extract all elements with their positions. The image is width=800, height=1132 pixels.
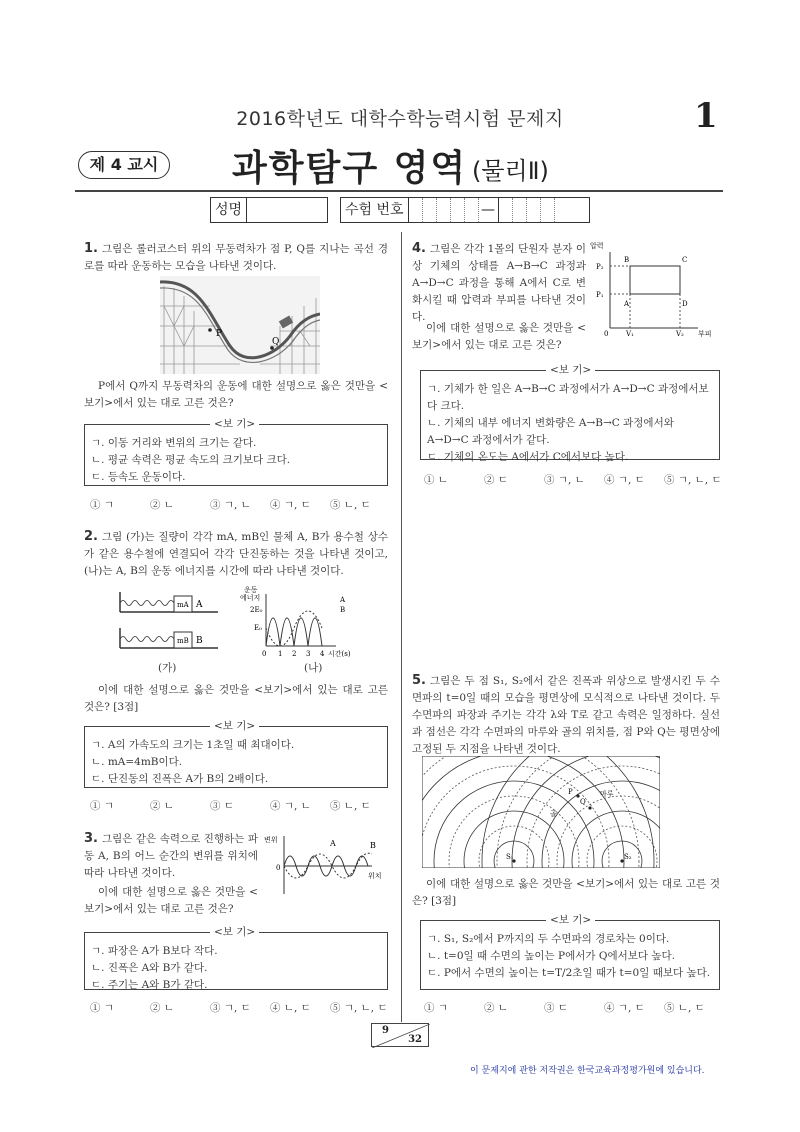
question-1-choices (90, 497, 390, 512)
choice-3[interactable]: ③ ㄱ, ㄷ (210, 1002, 251, 1014)
fig2-label-a: A (196, 600, 203, 610)
svg-text:0: 0 (262, 650, 267, 658)
choice-1[interactable]: ① ㄴ (424, 474, 448, 486)
svg-text:V₁: V₁ (626, 330, 634, 338)
choice-4[interactable]: ④ ㄱ, ㄷ (604, 474, 645, 486)
svg-text:1: 1 (278, 650, 283, 658)
svg-text:B: B (340, 606, 346, 614)
question-1-bogi-box: ㄱ. 이동 거리와 변위의 크기는 같다. ㄴ. 평균 속력은 평균 속도의 크기보다 크다. ㄷ. 등속도 운동이다. (84, 424, 388, 486)
choice-4[interactable]: ④ ㄴ, ㄷ (270, 1002, 311, 1014)
column-divider (401, 232, 402, 1022)
pv-graph (590, 236, 720, 340)
question-1-bogi-title: <보 기> (210, 416, 259, 431)
choice-1[interactable]: ① ㄱ (90, 800, 114, 812)
water-wave-figure (422, 756, 660, 868)
choice-5[interactable]: ⑤ ㄱ, ㄴ, ㄷ (664, 474, 722, 486)
spring-figure-ga (114, 588, 224, 658)
page-total: 32 (408, 1034, 422, 1045)
svg-text:B: B (370, 841, 376, 850)
svg-text:S₂: S₂ (624, 853, 632, 861)
question-5-bogi-title: <보 기> (546, 912, 595, 927)
svg-text:P₂: P₂ (596, 263, 604, 271)
svg-text:위치: 위치 (368, 872, 382, 880)
question-3-choices (90, 1000, 390, 1015)
rollercoaster-figure (160, 276, 320, 374)
question-5-text: 5. 그림은 두 점 S₁, S₂에서 같은 진폭과 위상으로 발생시킨 두 수면파의 t=0일 때의 모습을 평면상에 모식적으로 나타낸 것이다. 두 수면파의 파장과 주기는 각각 λ와 T로 같고 속력은 일정하다. 실선과 점선은 각각 수면파의 마루와 골의 위치를, 점 P와 Q는 평면상에 고정된 두 지점을 나타낸 것이다. (412, 673, 720, 755)
choice-1[interactable]: ① ㄱ (90, 499, 114, 511)
question-2-text: 2. 그림 (가)는 질량이 각각 mA, mB인 물체 A, B가 용수철 상수가 같은 용수철에 연결되어 각각 단진동하는 것을 나타낸 것이고, (나)는 A, B의 운동 에너지를 시간에 따라 나타낸 것이다. (84, 529, 388, 577)
question-5-choices (424, 1000, 724, 1015)
subject-subtitle: (물리Ⅱ) (472, 157, 549, 185)
svg-text:P: P (568, 788, 573, 796)
question-2-bogi-box: ㄱ. A의 가속도의 크기는 1초일 때 최대이다. ㄴ. mA=4mB이다. ㄷ. 단진동의 진폭은 A가 B의 2배이다. (84, 726, 388, 788)
name-label: 성명 (211, 198, 247, 222)
exam-number-label: 수험 번호 (341, 198, 409, 222)
svg-text:압력: 압력 (590, 242, 604, 250)
caption-na: (나) (304, 662, 323, 674)
name-field[interactable] (210, 197, 328, 223)
question-3-text: 3. 그림은 같은 속력으로 진행하는 파동 A, B의 어느 순간의 변위를 위치에 따라 나타낸 것이다. (84, 831, 258, 879)
svg-text:에너지: 에너지 (240, 594, 261, 602)
question-2-prompt: 이에 대한 설명으로 옳은 것만을 <보기>에서 있는 대로 고른 것은? [3점] (84, 684, 388, 713)
svg-text:A: A (624, 300, 630, 308)
choice-3[interactable]: ③ ㄱ, ㄴ (544, 474, 585, 486)
session-badge: 제 4 교시 (78, 151, 170, 179)
choice-5[interactable]: ⑤ ㄴ, ㄷ (664, 1002, 705, 1014)
svg-text:A: A (330, 839, 336, 848)
svg-text:운동: 운동 (244, 586, 258, 594)
svg-text:V₂: V₂ (676, 330, 684, 338)
energy-graph-na (236, 584, 366, 660)
question-4-choices (424, 472, 724, 487)
svg-text:D: D (682, 300, 688, 308)
question-4-bogi-box: ㄱ. 기체가 한 일은 A→B→C 과정에서가 A→D→C 과정에서보다 크다. ㄴ. 기체의 내부 에너지 변화량은 A→B→C 과정에서와 A→D→C 과정에서가 같다. ㄷ. 기체의 온도는 A에서가 C에서보다 높다. (420, 370, 720, 460)
choice-2[interactable]: ② ㄷ (484, 474, 508, 486)
svg-text:0: 0 (276, 864, 281, 872)
question-4-text: 4. 그림은 각각 1몰의 단원자 분자 이상 기체의 상태를 A→B→C 과정과 A→D→C 과정을 통해 A에서 C로 변화시킬 때 압력과 부피를 나타낸 것이다. (412, 241, 586, 323)
svg-text:A: A (340, 596, 346, 604)
copyright-notice: 이 문제지에 관한 저작권은 한국교육과정평가원에 있습니다. (470, 1066, 705, 1076)
question-3-bogi-box: ㄱ. 파장은 A가 B보다 작다. ㄴ. 진폭은 A와 B가 같다. ㄷ. 주기는 A와 B가 같다. (84, 932, 388, 990)
choice-2[interactable]: ② ㄴ (150, 800, 174, 812)
header-rule (75, 190, 723, 192)
svg-text:3: 3 (306, 650, 311, 658)
choice-4[interactable]: ④ ㄱ, ㄷ (604, 1002, 645, 1014)
svg-text:2: 2 (292, 650, 297, 658)
svg-text:변위: 변위 (264, 836, 278, 844)
fig2-label-mb: mB (177, 637, 189, 645)
fig2-label-ma: mA (177, 601, 189, 609)
svg-text:Q: Q (580, 798, 586, 806)
choice-3[interactable]: ③ ㄷ (544, 1002, 568, 1014)
fig2-label-b: B (196, 636, 203, 646)
question-1-prompt: P에서 Q까지 무동력차의 운동에 대한 설명으로 옳은 것만을 <보기>에서 있는 대로 고른 것은? (84, 380, 388, 409)
exam-number-field[interactable] (340, 197, 590, 223)
exam-title: 2016학년도 대학수학능력시험 문제지 (236, 108, 564, 130)
svg-text:E₀: E₀ (254, 624, 262, 632)
choice-5[interactable]: ⑤ ㄱ, ㄴ, ㄷ (330, 1002, 388, 1014)
question-1-text: 1. 그림은 롤러코스터 위의 무동력차가 점 P, Q를 지나는 곡선 경로를 따라 운동하는 모습을 나타낸 것이다. (84, 241, 388, 272)
question-2-bogi-title: <보 기> (210, 718, 259, 733)
question-3-bogi-title: <보 기> (210, 924, 259, 939)
subject-title: 과학탐구 영역 (232, 148, 468, 189)
svg-text:B: B (624, 256, 630, 264)
choice-5[interactable]: ⑤ ㄴ, ㄷ (330, 800, 371, 812)
choice-3[interactable]: ③ ㄷ (210, 800, 234, 812)
question-3-prompt: 이에 대한 설명으로 옳은 것만을 <보기>에서 있는 대로 고른 것은? (84, 886, 258, 915)
question-5-prompt: 이에 대한 설명으로 옳은 것만을 <보기>에서 있는 대로 고른 것은? [3점] (412, 878, 720, 907)
svg-text:골: 골 (550, 810, 557, 818)
svg-text:2E₀: 2E₀ (250, 606, 263, 614)
svg-text:0: 0 (604, 330, 609, 338)
choice-1[interactable]: ① ㄱ (424, 1002, 448, 1014)
svg-text:S₁: S₁ (506, 853, 514, 861)
question-4-bogi-title: <보 기> (546, 362, 595, 377)
choice-2[interactable]: ② ㄴ (150, 499, 174, 511)
wave-figure (262, 832, 388, 896)
choice-4[interactable]: ④ ㄱ, ㄴ (270, 800, 311, 812)
svg-text:마루: 마루 (600, 790, 614, 798)
fig1-label-q: Q (272, 337, 280, 347)
caption-ga: (가) (158, 662, 177, 674)
choice-4[interactable]: ④ ㄱ, ㄷ (270, 499, 311, 511)
choice-2[interactable]: ② ㄴ (150, 1002, 174, 1014)
choice-3[interactable]: ③ ㄱ, ㄴ (210, 499, 251, 511)
question-2-choices (90, 798, 390, 813)
question-5-bogi-box: ㄱ. S₁, S₂에서 P까지의 두 수면파의 경로차는 0이다. ㄴ. t=0일 때 수면의 높이는 P에서가 Q에서보다 높다. ㄷ. P에서 수면의 높이는 t=T/2초일 때가 t=0일 때보다 높다. (420, 920, 720, 990)
exam-number-dash: — (479, 198, 499, 222)
svg-text:시간(s): 시간(s) (328, 650, 351, 658)
choice-1[interactable]: ① ㄱ (90, 1002, 114, 1014)
choice-5[interactable]: ⑤ ㄴ, ㄷ (330, 499, 371, 511)
page-number: 1 (694, 96, 718, 136)
choice-2[interactable]: ② ㄴ (484, 1002, 508, 1014)
svg-text:C: C (682, 256, 688, 264)
question-4-prompt: 이에 대한 설명으로 옳은 것만을 <보기>에서 있는 대로 고른 것은? (412, 322, 586, 351)
page-current: 9 (382, 1025, 389, 1036)
page-indicator (371, 1023, 429, 1047)
fig1-label-p: P (216, 329, 223, 339)
svg-text:4: 4 (320, 650, 325, 658)
svg-text:P₁: P₁ (596, 291, 604, 299)
svg-text:부피: 부피 (698, 330, 712, 338)
